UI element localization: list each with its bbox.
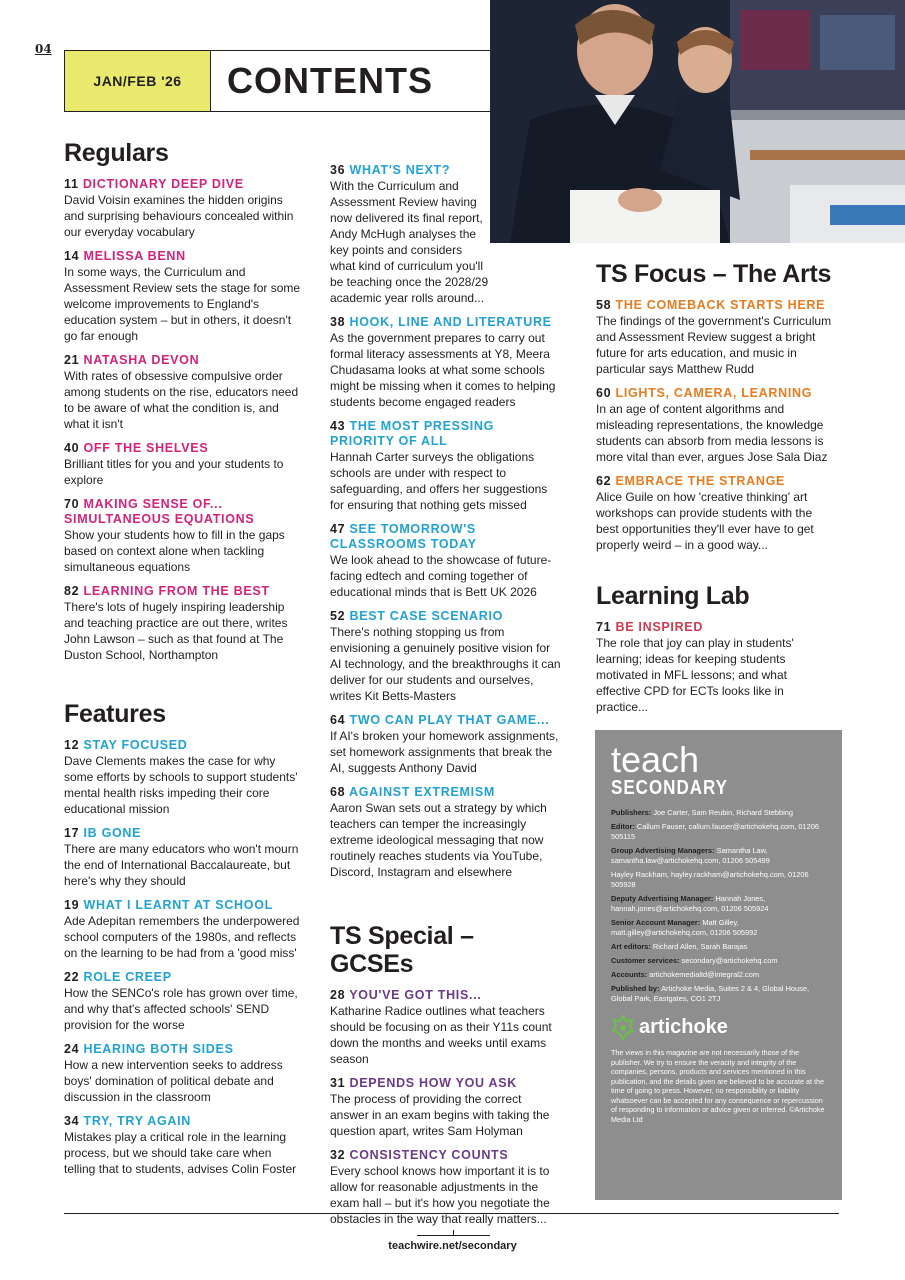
focus-heading: TS Focus – The Arts [596, 260, 832, 288]
toc-entry[interactable] [64, 1114, 302, 1177]
toc-entry[interactable] [64, 353, 302, 432]
entry-title: LEARNING FROM THE BEST [83, 584, 270, 598]
toc-entry[interactable] [64, 826, 302, 889]
issue-date-badge: JAN/FEB '26 [64, 50, 211, 112]
entry-title: DICTIONARY DEEP DIVE [82, 177, 244, 191]
entry-title: THE MOST PRESSING PRIORITY OF ALL [330, 419, 495, 448]
entry-title: HOOK, LINE AND LITERATURE [349, 315, 552, 329]
toc-entry[interactable] [330, 1148, 562, 1227]
entry-page: 38 [330, 315, 346, 329]
entry-desc: The role that joy can play in students' learning; ideas for keeping students motivated in MFL lessons; and what effective CPD for ECTs looks like in practice... [596, 636, 794, 714]
entry-desc: There's nothing stopping us from envisioning a genuinely positive vision for AI technology, and the breakthroughs it can deliver for our students and ourselves, writes Kit Betts-Masters [330, 625, 561, 703]
toc-entry[interactable] [596, 620, 836, 715]
entry-page: 70 [64, 497, 80, 511]
toc-entry[interactable] [330, 315, 562, 410]
entry-page: 11 [64, 177, 79, 191]
entry-desc: Hannah Carter surveys the obligations schools are under with respect to safeguarding, and offers her suggestions for ensuring that nothing gets missed [330, 450, 548, 512]
entry-title: BEST CASE SCENARIO [349, 609, 504, 623]
credit-row: Art editors: Richard Allen, Sarah Barajas [611, 942, 748, 951]
entry-page: 32 [330, 1148, 346, 1162]
entry-desc: With rates of obsessive compulsive order among students on the rise, educators need to be aware of what the condition is, and what it isn't [64, 369, 299, 431]
entry-page: 82 [64, 584, 80, 598]
entry-title: TWO CAN PLAY THAT GAME... [349, 713, 550, 727]
entry-page: 64 [330, 713, 346, 727]
entry-page: 12 [64, 738, 80, 752]
entry-title: AGAINST EXTREMISM [349, 785, 495, 799]
credit-row: Accounts: artichokemedialtd@integral2.com [611, 970, 759, 979]
page-number: 04 [35, 42, 52, 56]
special-section [330, 922, 562, 1236]
entry-title: CONSISTENCY COUNTS [349, 1148, 509, 1162]
toc-entry[interactable] [596, 298, 836, 377]
entry-page: 47 [330, 522, 346, 536]
entry-desc: If AI's broken your homework assignments, set homework assignments that break the AI, suggests Anthony David [330, 729, 559, 775]
features-heading: Features [64, 700, 166, 728]
toc-entry[interactable] [596, 386, 836, 465]
special-heading: TS Special – GCSEs [330, 922, 474, 978]
teach-logo: teach [611, 739, 700, 780]
entry-title: OFF THE SHELVES [83, 441, 209, 455]
entry-title: DEPENDS HOW YOU ASK [349, 1076, 517, 1090]
entry-title: BE INSPIRED [615, 620, 704, 634]
entry-page: 40 [64, 441, 80, 455]
entry-desc: Every school knows how important it is to allow for reasonable adjustments in the exam hall – but it's how you negotiate the obstacles in the way that really matters... [330, 1164, 550, 1226]
toc-entry[interactable] [330, 609, 562, 704]
entry-page: 34 [64, 1114, 80, 1128]
credit-row: Publishers: Joe Carter, Sam Reubin, Richard Stebbing [611, 808, 793, 817]
regulars-section [64, 139, 302, 672]
lab-heading: Learning Lab [596, 582, 750, 610]
entry-title: THE COMEBACK STARTS HERE [615, 298, 826, 312]
entry-desc: Alice Guile on how 'creative thinking' art workshops can provide students with the best opportunities they'll ever have to get properly weird – in a good way... [596, 490, 814, 552]
features-continued [330, 163, 562, 889]
entry-title: TRY, TRY AGAIN [83, 1114, 191, 1128]
entry-desc: Katharine Radice outlines what teachers should be focusing on as their Y11s count down the months and weeks until exams season [330, 1004, 552, 1066]
toc-entry[interactable] [330, 163, 562, 306]
entry-page: 17 [64, 826, 80, 840]
toc-entry[interactable] [330, 988, 562, 1067]
footer-rule [64, 1213, 839, 1214]
entry-desc: Show your students how to fill in the gaps based on context alone when tackling simultaneous equations [64, 528, 285, 574]
entry-desc: David Voisin examines the hidden origins and surprising behaviours concealed within our everyday vocabulary [64, 193, 294, 239]
entry-title: HEARING BOTH SIDES [83, 1042, 234, 1056]
entry-desc: Mistakes play a critical role in the learning process, but we should take care when telling that to students, advises Colin Foster [64, 1130, 297, 1176]
lab-section [596, 582, 836, 724]
regulars-heading: Regulars [64, 139, 169, 167]
footer-url[interactable]: teachwire.net/secondary [388, 1240, 517, 1252]
entry-page: 31 [330, 1076, 346, 1090]
features-section [64, 700, 302, 1186]
entry-page: 58 [596, 298, 612, 312]
credit-row: Deputy Advertising Manager: Hannah Jones, hannah.jones@artichokehq.com, 01206 505924 [611, 894, 769, 913]
entry-title: SEE TOMORROW'S CLASSROOMS TODAY [330, 522, 477, 551]
entry-page: 14 [64, 249, 80, 263]
artichoke-logo [611, 1014, 826, 1040]
entry-desc: In an age of content algorithms and misleading representations, the knowledge students can absorb from media lessons is more vital than ever, argues Jose Sala Diaz [596, 402, 828, 464]
entry-page: 71 [596, 620, 612, 634]
page-title: CONTENTS [211, 50, 493, 112]
entry-desc: In some ways, the Curriculum and Assessment Review sets the stage for some welcome improvements to England's education system – but in others, it doesn't go far enough [64, 265, 301, 343]
credit-row: Published by: Artichoke Media, Suites 2 & 4, Global House, Global Park, Eastgates, CO1 2TJ [611, 984, 810, 1003]
entry-desc: Brilliant titles for you and your students to explore [64, 457, 284, 487]
toc-entry[interactable] [596, 474, 836, 553]
entry-desc: The process of providing the correct answer in an exam begins with taking the question apart, writes Sam Holyman [330, 1092, 550, 1138]
entry-desc: We look ahead to the showcase of future-facing edtech and coming together of educational minds that is Bett UK 2026 [330, 553, 552, 599]
toc-entry[interactable] [64, 497, 302, 575]
disclaimer: The views in this magazine are not necessarily those of the publisher. We try to ensure the veracity and integrity of the companies, persons, products and services mentioned in this publication, and the details given are believed to be accurate at the time of going to press. However, no responsibility or liability whatsoever can be accepted for any consequence or repercussion of responding to information or advice given or inferred. ©Artichoke Media Ltd [611, 1048, 825, 1124]
entry-desc: There are many educators who won't mourn the end of International Baccalaureate, but here's why they should [64, 842, 299, 888]
entry-desc: Ade Adepitan remembers the underpowered school computers of the 1980s, and reflects on the learning to be had from a 'good miss' [64, 914, 300, 960]
toc-entry[interactable] [330, 419, 562, 513]
entry-page: 52 [330, 609, 346, 623]
entry-title: MELISSA BENN [83, 249, 186, 263]
toc-entry[interactable] [64, 898, 302, 961]
entry-page: 21 [64, 353, 80, 367]
toc-entry[interactable] [64, 177, 302, 240]
toc-entry[interactable] [330, 522, 562, 600]
toc-entry[interactable] [330, 713, 562, 776]
toc-entry[interactable] [64, 249, 302, 344]
credit-row: Hayley Rackham, hayley.rackham@artichokehq.com, 01206 505928 [611, 870, 809, 889]
entry-title: YOU'VE GOT THIS... [349, 988, 482, 1002]
entry-desc: The findings of the government's Curriculum and Assessment Review suggest a bright future for arts education, and music in particular says Matthew Rudd [596, 314, 832, 376]
entry-desc: How a new intervention seeks to address boys' domination of political debate and discussion in the classroom [64, 1058, 283, 1104]
entry-page: 68 [330, 785, 346, 799]
entry-page: 62 [596, 474, 612, 488]
entry-title: ROLE CREEP [83, 970, 172, 984]
credit-row: Senior Account Manager: Matt Gilley, matt.gilley@artichokehq.com, 01206 505992 [611, 918, 758, 937]
entry-page: 24 [64, 1042, 80, 1056]
secondary-logo: SECONDARY [611, 776, 728, 799]
entry-title: WHAT I LEARNT AT SCHOOL [83, 898, 273, 912]
credits-panel [595, 730, 842, 1200]
entry-title: EMBRACE THE STRANGE [615, 474, 786, 488]
toc-entry[interactable] [330, 785, 562, 880]
entry-desc: Dave Clements makes the case for why some efforts by schools to support students' mental health risks impeding their core educational mission [64, 754, 298, 816]
entry-title: LIGHTS, CAMERA, LEARNING [615, 386, 813, 400]
toc-entry[interactable] [64, 584, 302, 663]
entry-title: WHAT'S NEXT? [349, 163, 451, 177]
entry-desc: How the SENCo's role has grown over time, and why that's affected schools' SEND provision for the worse [64, 986, 298, 1032]
artichoke-icon [611, 1014, 635, 1040]
entry-page: 22 [64, 970, 80, 984]
entry-desc: There's lots of hugely inspiring leadership and teaching practice are out there, writes John Lawson – such as that found at The Duston School, Northampton [64, 600, 288, 662]
entry-page: 19 [64, 898, 80, 912]
toc-entry[interactable] [64, 441, 302, 488]
toc-entry[interactable] [330, 1076, 562, 1139]
entry-desc: Aaron Swan sets out a strategy by which teachers can temper the increasingly extreme ideological messaging that now routinely reaches students via YouTube, Discord, Instagram and elsewhere [330, 801, 547, 879]
entry-desc: With the Curriculum and Assessment Review having now delivered its final report, Andy McHugh analyses the key points and considers what kind of curriculum you'll be teaching once the 2028/29 academic year rolls around... [330, 179, 489, 305]
entry-page: 60 [596, 386, 612, 400]
credit-row: Editor: Callum Fauser, callum.fauser@artichokehq.com, 01206 505115 [611, 822, 819, 841]
artichoke-wordmark: artichoke [639, 1015, 728, 1038]
entry-title: IB GONE [83, 826, 142, 840]
toc-entry[interactable] [64, 970, 302, 1033]
toc-entry[interactable] [64, 738, 302, 817]
entry-page: 43 [330, 419, 346, 433]
entry-title: MAKING SENSE OF... SIMULTANEOUS EQUATIONS [64, 497, 255, 526]
credit-row: Customer services: secondary@artichokehq.com [611, 956, 778, 965]
entry-title: NATASHA DEVON [83, 353, 200, 367]
footer-tick-mark [453, 1230, 454, 1235]
entry-page: 28 [330, 988, 346, 1002]
entry-desc: As the government prepares to carry out formal literacy assessments at Y8, Meera Chudasama looks at what some schools might be missing when it comes to helping students become engaged readers [330, 331, 556, 409]
focus-section [596, 260, 836, 562]
toc-entry[interactable] [64, 1042, 302, 1105]
credit-row: Group Advertising Managers: Samantha Law, samantha.law@artichokehq.com, 01206 505499 [611, 846, 770, 865]
footer-tick-line [417, 1235, 490, 1236]
entry-page: 36 [330, 163, 346, 177]
entry-title: STAY FOCUSED [83, 738, 188, 752]
